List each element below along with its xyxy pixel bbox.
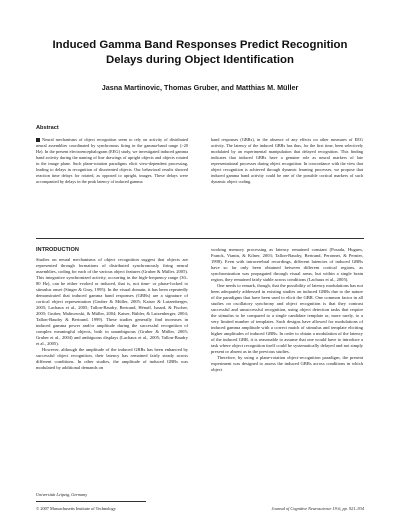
footer-rule [36,501,146,502]
abstract-left-column [36,137,188,234]
intro-paragraph: However, although the amplitude of the induced GBRs has been enhanced by successful object recognition, their latency has remained fairly steady across different conditions. In other studies, the amplitude of induced GBRs was modulated by additional demands on [36,347,188,370]
intro-right-column [211,247,363,512]
square-bullet-icon [36,138,40,142]
author-list: Jasna Martinovic, Thomas Gruber, and Matthias M. Müller [101,83,299,92]
abstract-right-column [211,137,363,234]
intro-paragraph: working memory processing as latency remained constant (Posada, Hugues, Franck, Vianin, & Kilner, 2003; Tallon-Baudry, Bertrand, Peronnet, & Pernier, 1998). Even with intracerebral recordings, different latencies of induced GBRs have so far only been obtained between different cortical regions, as synchronization was propagated through visual areas, but within a single brain region, they remained fairly stable across conditions (Lachaux et al., 2005). [211,247,363,282]
journal-citation: Journal of Cognitive Neuroscience 19:6, pp. 921–934 [271,506,364,511]
intro-paragraph: Studies on neural mechanisms of object recognition suggest that objects are represented through formations of distributed synchronously firing neural assemblies, coding for each of the various object features (Gruber & Müller, 2005). This integrative synchronized activity, occurring in the high-frequency range (30–80 Hz), can be either evoked or induced, that is, not time- or phase-locked to stimulus onset (Singer & Gray, 1995). In the visual domain, it has been repeatedly demonstrated that induced gamma band responses (GBRs) are a signature of cortical object representation (Gruber & Müller, 2005; Kaiser & Lutzenberger, 2005; Lachaux et al., 2005; Tallon-Baudry, Bertrand, Hénaff, Isnard, & Fischer, 2005; Gruber, Malinowski, & Müller, 2004; Kaiser, Bühler, & Lutzenberger, 2004; Tallon-Baudry & Bertrand, 1999). These studies generally find increases in induced gamma power and/or amplitude during the successful recognition of complex meaningful objects, both in unambiguous (Gruber & Müller, 2005; Gruber et al., 2004) and ambiguous displays (Lachaux et al., 2005; Tallon-Baudry et al., 2005). [36,257,188,346]
author-affiliation: Universität Leipzig, Germany [36,492,88,497]
abstract-left-text: Neural mechanisms of object recognition seem to rely on activity of distributed neural assemblies coordinated by synchronous firing in the gamma-band range (>20 Hz). In the present electroencephalogram (EEG) study, we investigated induced gamma band activity during the naming of line drawings of upright objects and objects rotated in the image plane. Such plane-rotation paradigms elicit view-dependent processing, leading to delays in recognition of disoriented objects. Our behavioral results showed reaction time delays for rotated, as opposed to upright, images. These delays were accompanied by delays in the peak latency of induced gamma [36,137,188,184]
intro-paragraph: One needs to remark, though, that the possibility of latency modulations has not been adequately addressed in existing studies on induced GBRs due to the nature of the paradigms that have been used to elicit the GBR. One common factor in all studies on oscillatory synchrony and object recognition is that they contrast successful and unsuccessful recognition, using object detection tasks that require the stimulus to be compared to a single candidate template or, more rarely, to a very limited number of templates. Such designs have allowed for modulations of induced gamma amplitude with a correct match of stimulus and template eliciting higher amplitudes of induced GBRs. In order to obtain a modulation of the latency of the induced GBR, it is reasonable to assume that one would have to introduce a task where object recognition itself could be systematically delayed and not simply present or absent as in the previous studies. [211,283,363,354]
intro-paragraph: Therefore, by using a plane-rotation object-recognition paradigm, the present experiment was designed to assess the induced GBRs across conditions in which object [211,355,363,372]
paper-title: Induced Gamma Band Responses Predict Recognition Delays during Object Identification [52,39,348,66]
introduction-heading: INTRODUCTION [36,247,79,253]
copyright-notice: © 2007 Massachusetts Institute of Technology [36,506,116,511]
abstract-heading: Abstract [36,125,59,131]
abstract-right-text: band responses (GBRs), in the absence of any effects on other measures of EEG activity. The latency of the induced GBRs has thus, for the first time, been selectively modulated by an experimental manipulation that delayed recognition. This finding indicates that induced GBRs have a genuine role as neural markers of late representational processes during object recognition. In concordance with the view that object recognition is achieved through dynamic learning processes, we propose that induced gamma band activity could be one of the possible cortical markers of such dynamic object coding. [211,137,363,184]
intro-left-column [36,257,188,488]
abstract-divider [36,238,364,239]
